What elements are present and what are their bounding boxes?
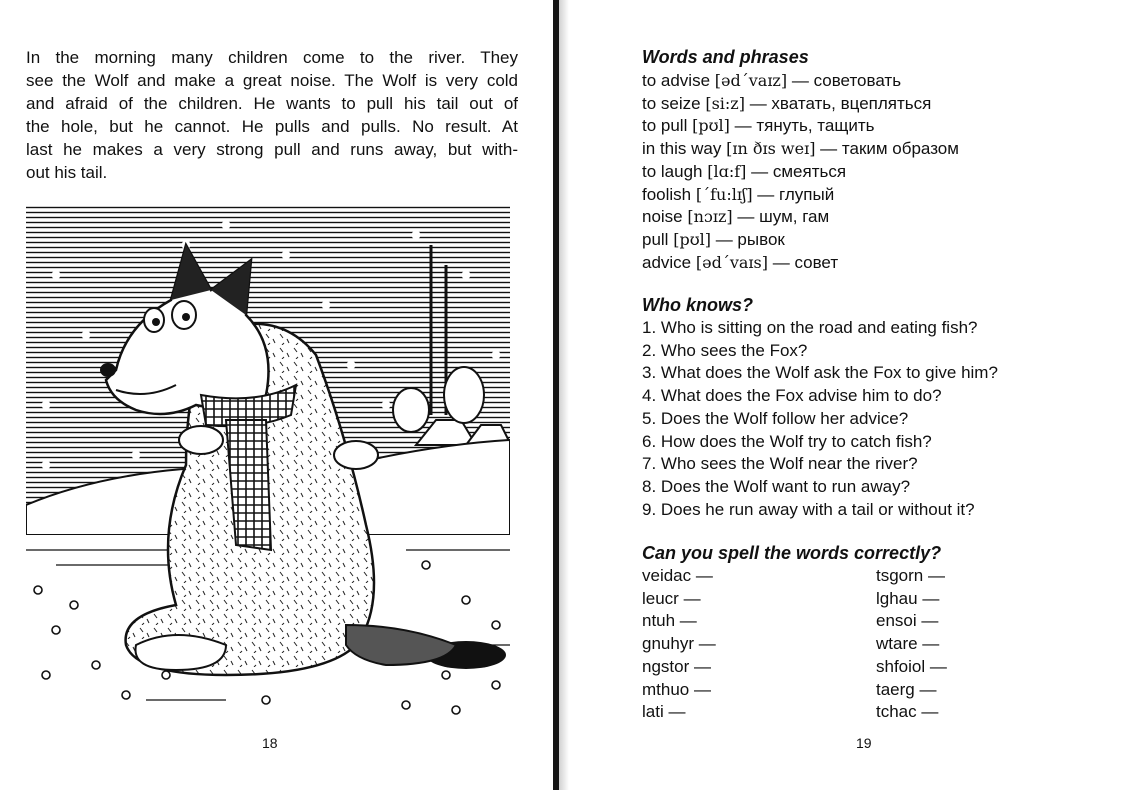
page-number: 19 — [856, 735, 872, 751]
vocab-ipa: [pʊl] — [673, 229, 711, 249]
vocab-ipa: [əd΄vaɪs] — [695, 252, 768, 272]
vocab-list — [642, 70, 959, 274]
story-line: last he makes a very strong pull and runs away, but with- — [26, 140, 518, 159]
spell-item: tsgorn — — [876, 566, 945, 585]
spell-item: lati — — [642, 702, 686, 722]
spell-item: mthuo — — [642, 679, 711, 699]
spell-item: ngstor — — [642, 656, 711, 676]
vocab-row — [642, 184, 959, 207]
vocab-ipa: [nɔɪz] — [687, 207, 733, 227]
vocab-word: to pull — [642, 116, 688, 136]
spell-item: gnuhyr — — [642, 634, 716, 654]
vocab-row — [642, 252, 959, 275]
vocab-row — [642, 70, 959, 93]
vocab-word: in this way — [642, 139, 722, 159]
story-line: see the Wolf and make a great noise. The Wolf is very cold — [26, 71, 518, 90]
spell-item: veidac — — [642, 566, 713, 585]
spell-item: wtare — — [876, 634, 940, 654]
story-line: and afraid of the children. He wants to pull his tail out of — [26, 94, 518, 113]
wolf-illustration — [26, 205, 510, 720]
spell-item: tchac — — [876, 702, 939, 722]
vocab-word: foolish — [642, 184, 692, 204]
spell-item: shfoiol — — [876, 656, 947, 676]
story-line: In the morning many children come to the river. They — [26, 48, 518, 67]
vocab-word: to laugh — [642, 161, 703, 181]
question-item: 3. What does the Wolf ask the Fox to give him? — [642, 363, 998, 383]
question-item: 2. Who sees the Fox? — [642, 340, 808, 360]
vocab-word: to advise — [642, 71, 711, 90]
question-item: 7. Who sees the Wolf near the river? — [642, 454, 918, 474]
question-item: 8. Does the Wolf want to run away? — [642, 476, 911, 496]
vocab-row — [642, 138, 959, 161]
vocab-translation: — рывок — [715, 229, 785, 249]
vocab-translation: — шум, гам — [737, 207, 830, 227]
vocab-word: advice — [642, 252, 692, 272]
page-number: 18 — [262, 735, 278, 751]
spell-column-2 — [876, 565, 947, 724]
left-page — [0, 0, 558, 790]
vocab-ipa: [si:z] — [705, 93, 745, 113]
vocab-row — [642, 206, 959, 229]
question-item: 6. How does the Wolf try to catch fish? — [642, 431, 932, 451]
question-item: 1. Who is sitting on the road and eating fish? — [642, 318, 978, 337]
story-text — [26, 46, 518, 184]
vocab-translation: — советовать — [791, 71, 902, 90]
right-page — [558, 0, 1122, 790]
spell-item: taerg — — [876, 679, 937, 699]
question-item: 5. Does the Wolf follow her advice? — [642, 408, 909, 428]
vocab-word: to seize — [642, 93, 701, 113]
vocab-word: noise — [642, 207, 683, 227]
vocab-row — [642, 115, 959, 138]
vocab-row — [642, 93, 959, 116]
vocab-row — [642, 229, 959, 252]
spell-column-1 — [642, 565, 716, 724]
vocab-ipa: [pʊl] — [692, 116, 730, 136]
spell-item: ensoi — — [876, 611, 939, 631]
vocab-ipa: [əd΄vaɪz] — [714, 71, 788, 90]
spell-heading: Can you spell the words correctly? — [642, 543, 942, 563]
question-list — [642, 317, 998, 521]
story-line: the hole, but he cannot. He pulls and pulls. No result. At — [26, 117, 518, 136]
spell-item: ntuh — — [642, 611, 697, 631]
vocab-ipa: [ɪn ðɪs weɪ] — [726, 139, 816, 159]
vocab-translation: — смеяться — [751, 161, 847, 181]
vocab-ipa: [lɑ:f] — [707, 161, 747, 181]
story-line: out his tail. — [26, 163, 108, 182]
words-heading: Words and phrases — [642, 47, 809, 67]
vocab-translation: — хватать, вцепляться — [749, 93, 932, 113]
vocab-translation: — совет — [772, 252, 839, 272]
vocab-row — [642, 161, 959, 184]
spell-item: leucr — — [642, 588, 701, 608]
vocab-ipa: [΄fu:lɪʃ] — [695, 184, 753, 204]
vocab-translation: — таким образом — [820, 139, 959, 159]
vocab-translation: — тянуть, тащить — [734, 116, 875, 136]
vocab-translation: — глупый — [757, 184, 835, 204]
who-knows-heading: Who knows? — [642, 295, 753, 315]
spell-item: lghau — — [876, 588, 940, 608]
vocab-word: pull — [642, 229, 669, 249]
question-item: 4. What does the Fox advise him to do? — [642, 386, 942, 406]
question-item: 9. Does he run away with a tail or without it? — [642, 499, 975, 519]
